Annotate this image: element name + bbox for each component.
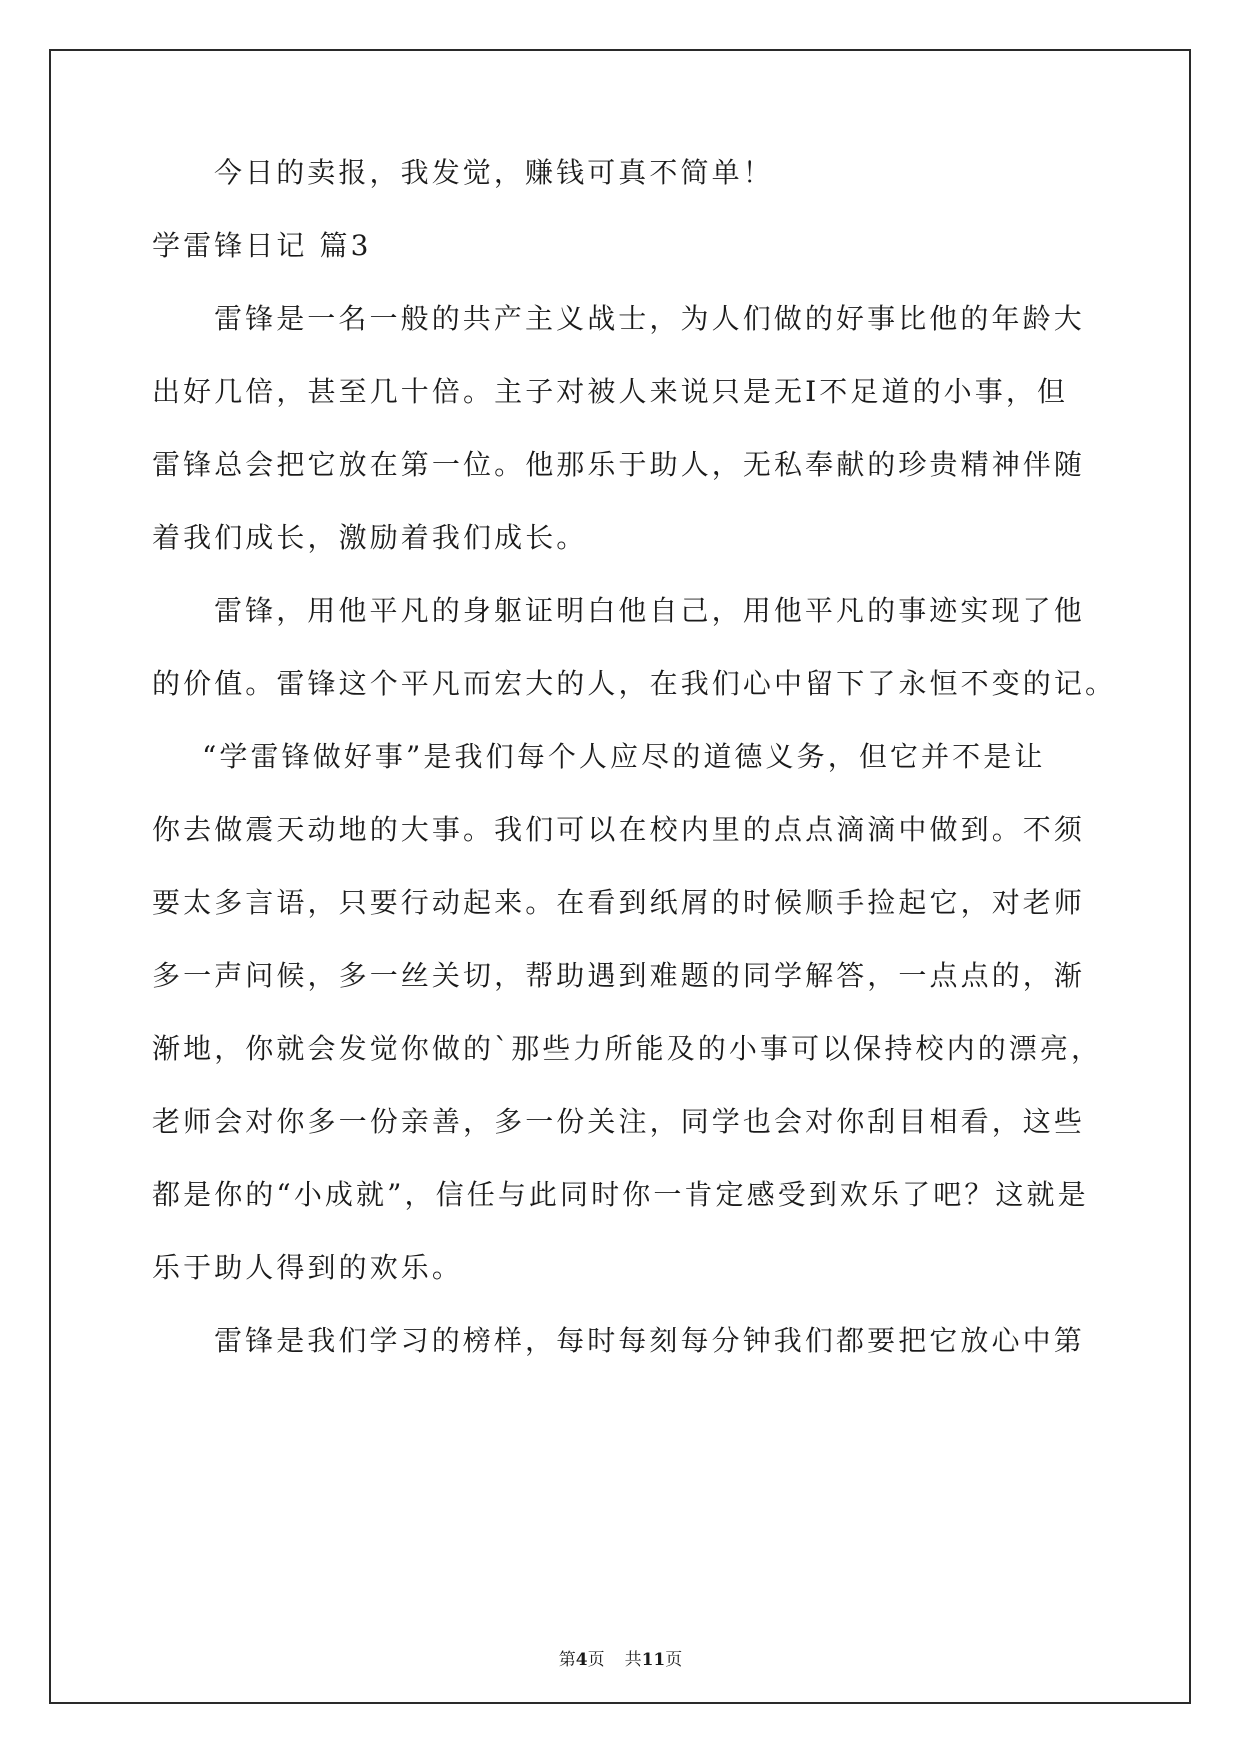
paragraph-line: 你去做震天动地的大事。我们可以在校内里的点点滴滴中做到。不须	[152, 813, 1086, 846]
paragraph-line: 渐地，你就会发觉你做的`那些力所能及的小事可以保持校内的漂亮，	[152, 1032, 1103, 1065]
page-number: 4	[575, 1650, 588, 1670]
paragraph-line: 乐于助人得到的欢乐。	[152, 1251, 464, 1284]
paragraph-line: 雷锋是我们学习的榜样，每时每刻每分钟我们都要把它放心中第	[214, 1324, 1085, 1357]
page-border	[49, 49, 1191, 1704]
paragraph-line: 多一声问候，多一丝关切，帮助遇到难题的同学解答，一点点的，渐	[152, 959, 1086, 992]
paragraph-line: 今日的卖报，我发觉，赚钱可真不简单！	[214, 156, 774, 189]
paragraph-line: 着我们成长，激励着我们成长。	[152, 521, 588, 554]
page-footer	[0, 1648, 1241, 1672]
paragraph-line: 雷锋总会把它放在第一位。他那乐于助人，无私奉献的珍贵精神伴随	[152, 448, 1086, 481]
paragraph-line: 的价值。雷锋这个平凡而宏大的人，在我们心中留下了永恒不变的记。	[152, 667, 1117, 700]
paragraph-line: 出好几倍，甚至几十倍。主子对被人来说只是无I不足道的小事，但	[152, 375, 1069, 408]
total-suffix: 页	[665, 1650, 683, 1670]
paragraph-line: 都是你的“小成就”，信任与此同时你一肯定感受到欢乐了吧？这就是	[152, 1178, 1089, 1211]
paragraph-line: 雷锋，用他平凡的身躯证明白他自己，用他平凡的事迹实现了他	[214, 594, 1085, 627]
paragraph-line: 老师会对你多一份亲善，多一份关注，同学也会对你刮目相看，这些	[152, 1105, 1086, 1138]
total-prefix: 共	[624, 1650, 642, 1670]
paragraph-line: 雷锋是一名一般的共产主义战士，为人们做的好事比他的年龄大	[214, 302, 1085, 335]
total-pages: 11	[641, 1650, 666, 1670]
paragraph-line: “学雷锋做好事”是我们每个人应尽的道德义务，但它并不是让	[202, 740, 1046, 773]
paragraph-line: 要太多言语，只要行动起来。在看到纸屑的时候顺手捡起它，对老师	[152, 886, 1086, 919]
section-heading: 学雷锋日记 篇3	[152, 229, 372, 262]
page-suffix: 页	[587, 1650, 605, 1670]
page-prefix: 第	[558, 1650, 576, 1670]
